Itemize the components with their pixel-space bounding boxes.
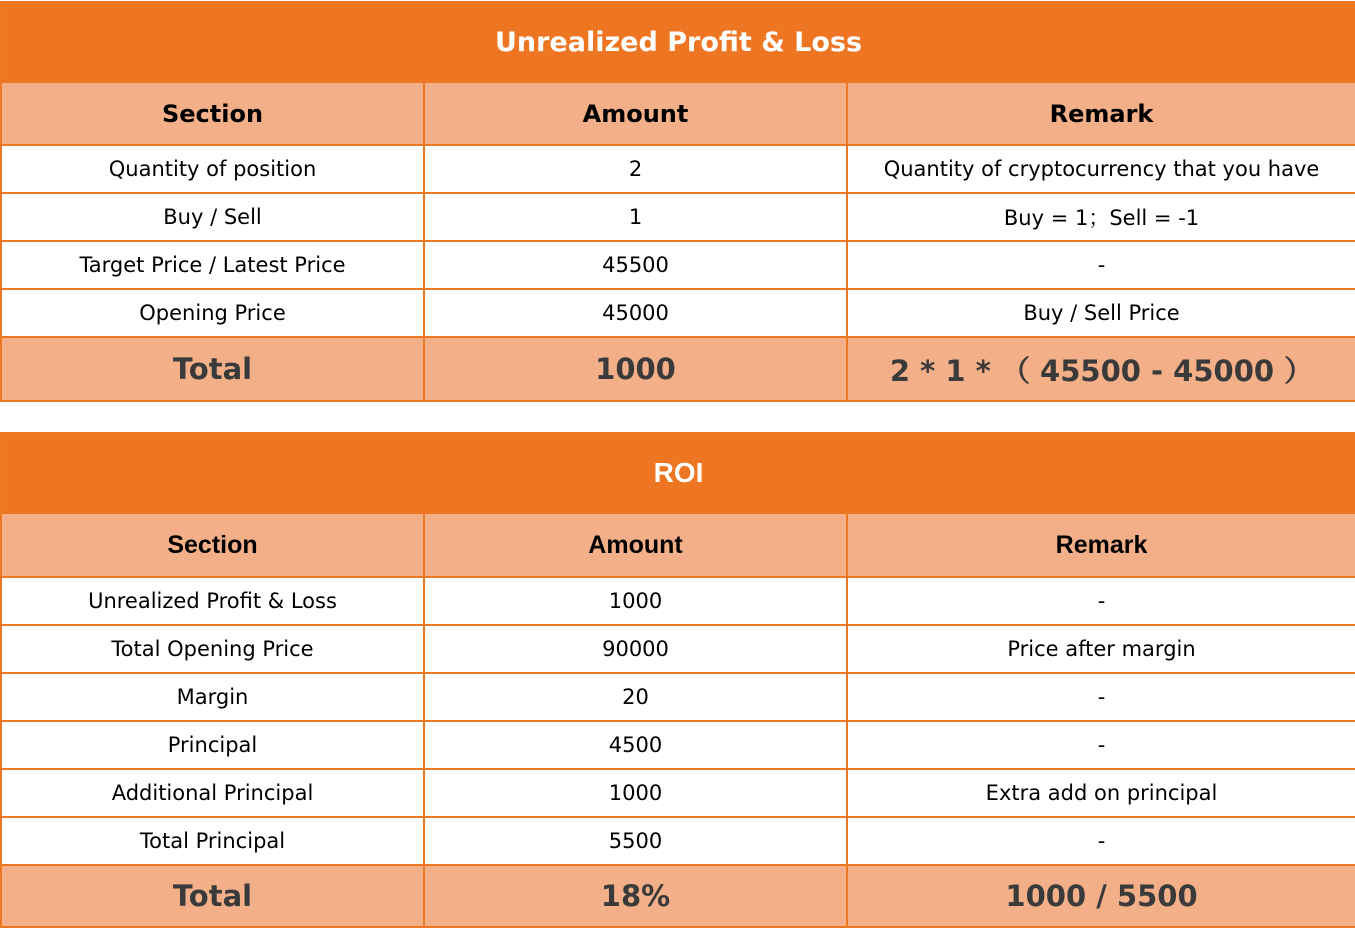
section-cell: Principal [1,721,424,769]
remark-cell: Buy / Sell Price [847,289,1355,337]
remark-cell: Quantity of cryptocurrency that you have [847,145,1355,193]
total-formula: 2 * 1 * （ 45500 - 45000 ） [847,337,1355,401]
roi-table [0,432,1355,928]
table-title: ROI [1,433,1355,513]
column-header-section: Section [1,82,424,145]
column-header-section: Section [1,513,424,577]
table-row [1,721,1355,769]
section-cell: Total Opening Price [1,625,424,673]
total-label: Total [1,865,424,927]
total-formula: 1000 / 5500 [847,865,1355,927]
amount-cell: 1 [424,193,847,241]
total-amount: 1000 [424,337,847,401]
table-title: Unrealized Profit & Loss [1,2,1355,82]
section-cell: Additional Principal [1,769,424,817]
table-row [1,193,1355,241]
table-title-row [1,2,1355,82]
remark-cell: Buy = 1；Sell = -1 [847,193,1355,241]
section-cell: Buy / Sell [1,193,424,241]
remark-cell: Price after margin [847,625,1355,673]
remark-cell: - [847,817,1355,865]
table-row [1,769,1355,817]
section-cell: Total Principal [1,817,424,865]
table-row [1,577,1355,625]
table-row [1,241,1355,289]
amount-cell: 45000 [424,289,847,337]
table-row [1,673,1355,721]
amount-cell: 2 [424,145,847,193]
column-header-amount: Amount [424,513,847,577]
remark-cell: - [847,577,1355,625]
amount-cell: 1000 [424,577,847,625]
amount-cell: 4500 [424,721,847,769]
remark-cell: Extra add on principal [847,769,1355,817]
table-row [1,289,1355,337]
table-total-row [1,337,1355,401]
table-header-row [1,82,1355,145]
amount-cell: 45500 [424,241,847,289]
table-row [1,625,1355,673]
section-cell: Unrealized Profit & Loss [1,577,424,625]
column-header-remark: Remark [847,513,1355,577]
table-header-row [1,513,1355,577]
amount-cell: 5500 [424,817,847,865]
section-cell: Margin [1,673,424,721]
column-header-amount: Amount [424,82,847,145]
amount-cell: 1000 [424,769,847,817]
remark-cell: - [847,673,1355,721]
total-label: Total [1,337,424,401]
section-cell: Opening Price [1,289,424,337]
table-row [1,145,1355,193]
amount-cell: 20 [424,673,847,721]
table-row [1,817,1355,865]
table-title-row [1,433,1355,513]
unrealized-pnl-table [0,1,1355,402]
section-cell: Quantity of position [1,145,424,193]
column-header-remark: Remark [847,82,1355,145]
section-cell: Target Price / Latest Price [1,241,424,289]
table-total-row [1,865,1355,927]
total-amount: 18% [424,865,847,927]
remark-cell: - [847,241,1355,289]
amount-cell: 90000 [424,625,847,673]
remark-cell: - [847,721,1355,769]
